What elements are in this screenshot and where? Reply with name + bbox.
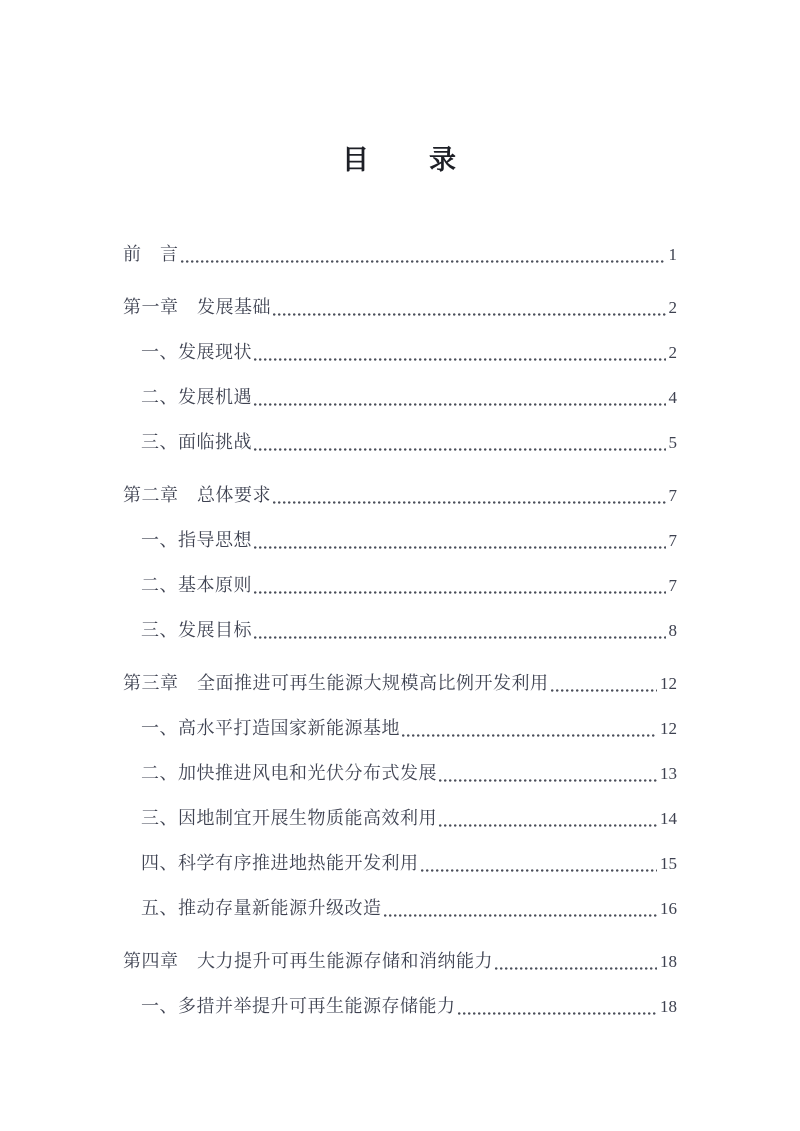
toc-entry-label: 三、发展目标	[141, 620, 252, 640]
toc-entry-label: 五、推动存量新能源升级改造	[141, 898, 382, 918]
dot-leader	[254, 588, 666, 594]
toc-entry-page-number: 12	[660, 719, 677, 738]
toc-entry-page-number: 2	[668, 343, 677, 362]
toc-entry	[141, 996, 677, 1017]
toc-entry-label: 一、指导思想	[141, 530, 252, 550]
toc-entry	[141, 342, 677, 363]
toc-entry-page-number: 1	[668, 245, 677, 264]
toc-entry-page-number: 4	[668, 388, 677, 407]
toc-entry-page-number: 18	[660, 997, 677, 1016]
dot-leader	[254, 633, 666, 639]
toc-entry	[141, 620, 677, 641]
toc-entry-page-number: 14	[660, 809, 677, 828]
toc-entry	[141, 432, 677, 453]
dot-leader	[273, 310, 666, 316]
dot-leader	[458, 1009, 658, 1015]
toc-entry-page-number: 18	[660, 952, 677, 971]
toc-list	[123, 244, 677, 1017]
toc-entry	[141, 898, 677, 919]
toc-entry-label: 第二章 总体要求	[123, 485, 271, 505]
toc-entry-label: 第一章 发展基础	[123, 297, 271, 317]
toc-entry-page-number: 2	[668, 298, 677, 317]
toc-entry	[123, 673, 677, 694]
toc-entry-page-number: 5	[668, 433, 677, 452]
toc-entry-page-number: 16	[660, 899, 677, 918]
dot-leader	[273, 498, 666, 504]
toc-entry	[141, 763, 677, 784]
toc-entry-label: 四、科学有序推进地热能开发利用	[141, 853, 419, 873]
toc-entry-label: 三、因地制宜开展生物质能高效利用	[141, 808, 437, 828]
toc-entry	[141, 530, 677, 551]
dot-leader	[254, 355, 666, 361]
toc-entry-label: 一、高水平打造国家新能源基地	[141, 718, 400, 738]
dot-leader	[254, 543, 666, 549]
toc-entry	[141, 853, 677, 874]
dot-leader	[421, 866, 658, 872]
toc-entry-label: 第四章 大力提升可再生能源存储和消纳能力	[123, 951, 493, 971]
toc-entry-label: 一、多措并举提升可再生能源存储能力	[141, 996, 456, 1016]
toc-entry-page-number: 7	[668, 486, 677, 505]
dot-leader	[495, 964, 657, 970]
toc-entry	[123, 297, 677, 318]
toc-entry-page-number: 12	[660, 674, 677, 693]
dot-leader	[551, 686, 658, 692]
toc-entry-label: 一、发展现状	[141, 342, 252, 362]
toc-entry	[123, 244, 677, 265]
toc-entry-page-number: 8	[668, 621, 677, 640]
toc-entry	[141, 575, 677, 596]
toc-entry-page-number: 15	[660, 854, 677, 873]
dot-leader	[254, 400, 666, 406]
dot-leader	[439, 776, 657, 782]
toc-entry	[123, 485, 677, 506]
toc-entry-page-number: 13	[660, 764, 677, 783]
dot-leader	[402, 731, 657, 737]
dot-leader	[181, 257, 666, 263]
dot-leader	[254, 445, 666, 451]
toc-entry	[141, 387, 677, 408]
toc-entry	[141, 808, 677, 829]
dot-leader	[384, 911, 658, 917]
toc-title: 目 录	[342, 145, 458, 175]
toc-entry-page-number: 7	[668, 531, 677, 550]
toc-entry	[123, 951, 677, 972]
toc-entry-page-number: 7	[668, 576, 677, 595]
toc-entry-label: 二、加快推进风电和光伏分布式发展	[141, 763, 437, 783]
toc-entry-label: 二、基本原则	[141, 575, 252, 595]
toc-entry-label: 第三章 全面推进可再生能源大规模高比例开发利用	[123, 673, 549, 693]
toc-entry-label: 前 言	[123, 244, 179, 264]
toc-entry	[141, 718, 677, 739]
toc-entry-label: 二、发展机遇	[141, 387, 252, 407]
toc-entry-label: 三、面临挑战	[141, 432, 252, 452]
dot-leader	[439, 821, 657, 827]
